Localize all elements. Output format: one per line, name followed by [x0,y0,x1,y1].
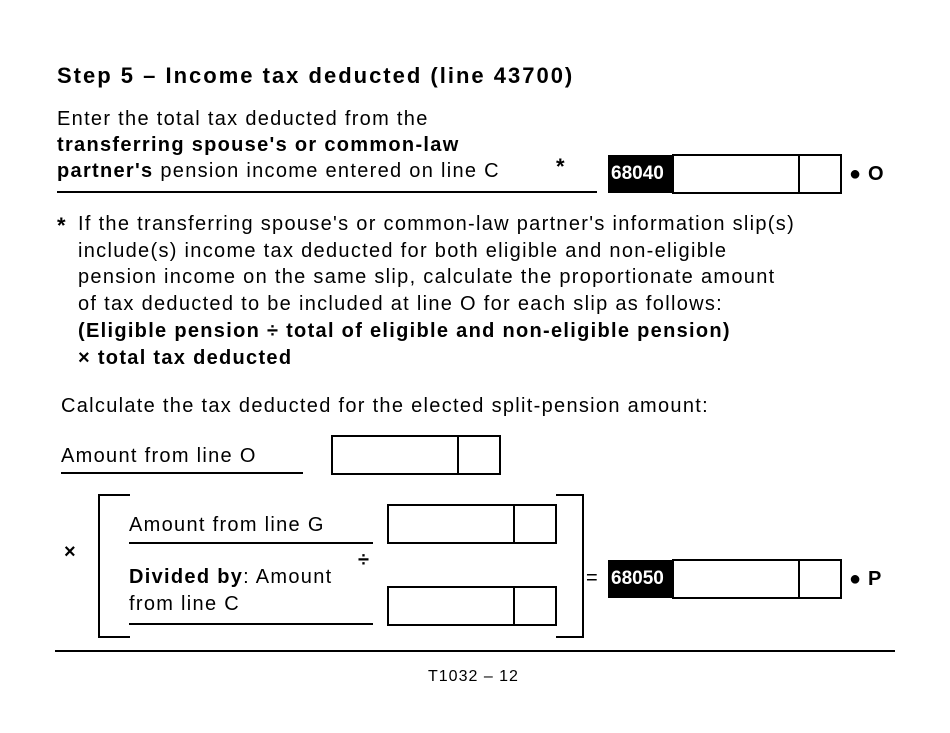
multiply-sign: × [64,541,77,563]
calc-intro: Calculate the tax deducted for the elected split-pension amount: [61,395,709,417]
line-o-text-3-bold: partner's [57,160,154,182]
cents-divider [798,156,800,192]
amount-g-label: Amount from line G [129,514,325,536]
note-asterisk: * [57,213,67,238]
line-o-text-1: Enter the total tax deducted from the [57,108,429,130]
line-p-bullet: ● [849,568,862,590]
page-label: T1032 – 12 [428,668,519,685]
line-o-letter: O [868,163,884,185]
divided-by-rest: : Amount [243,566,333,588]
note-line-6: × total tax deducted [78,347,293,369]
section-title: Step 5 – Income tax deducted (line 43700) [57,63,575,88]
line-o-bullet: ● [849,163,862,185]
divided-by-underline [129,623,373,625]
divide-sign: ÷ [358,549,371,571]
note-line-3: pension income on the same slip, calculate the proportionate amount [78,266,776,288]
line-p-code: 68050 [608,560,674,598]
divided-by-line-2: from line C [129,593,240,615]
divided-by-bold: Divided by [129,566,244,588]
note-line-1: If the transferring spouse's or common-law partner's information slip(s) [78,213,796,235]
cents-divider [513,506,515,542]
line-p-amount-field[interactable] [672,559,842,599]
amount-o-field[interactable] [331,435,501,475]
amount-g-underline [129,542,373,544]
line-o-underline [57,191,597,193]
line-o-asterisk: * [556,154,565,179]
amount-c-field[interactable] [387,586,557,626]
line-o-text-3-rest: pension income entered on line C [153,160,500,182]
line-o-code: 68040 [608,155,674,193]
amount-g-field[interactable] [387,504,557,544]
equals-sign: = [586,567,599,589]
note-line-2: include(s) income tax deducted for both eligible and non-eligible [78,240,728,262]
amount-o-label: Amount from line O [61,445,257,467]
cents-divider [513,588,515,624]
line-o-amount-field[interactable] [672,154,842,194]
cents-divider [457,437,459,473]
line-o-text-2: transferring spouse's or common-law [57,134,460,156]
divided-by-label [129,566,332,589]
note-line-4: of tax deducted to be included at line O for each slip as follows: [78,293,724,315]
line-p-letter: P [868,568,882,590]
line-o-text-3 [57,160,500,183]
cents-divider [798,561,800,597]
right-bracket [556,494,584,638]
left-bracket [98,494,130,638]
note-line-5: (Eligible pension ÷ total of eligible and non-eligible pension) [78,320,731,342]
footer-rule [55,650,895,652]
amount-o-underline [61,472,303,474]
